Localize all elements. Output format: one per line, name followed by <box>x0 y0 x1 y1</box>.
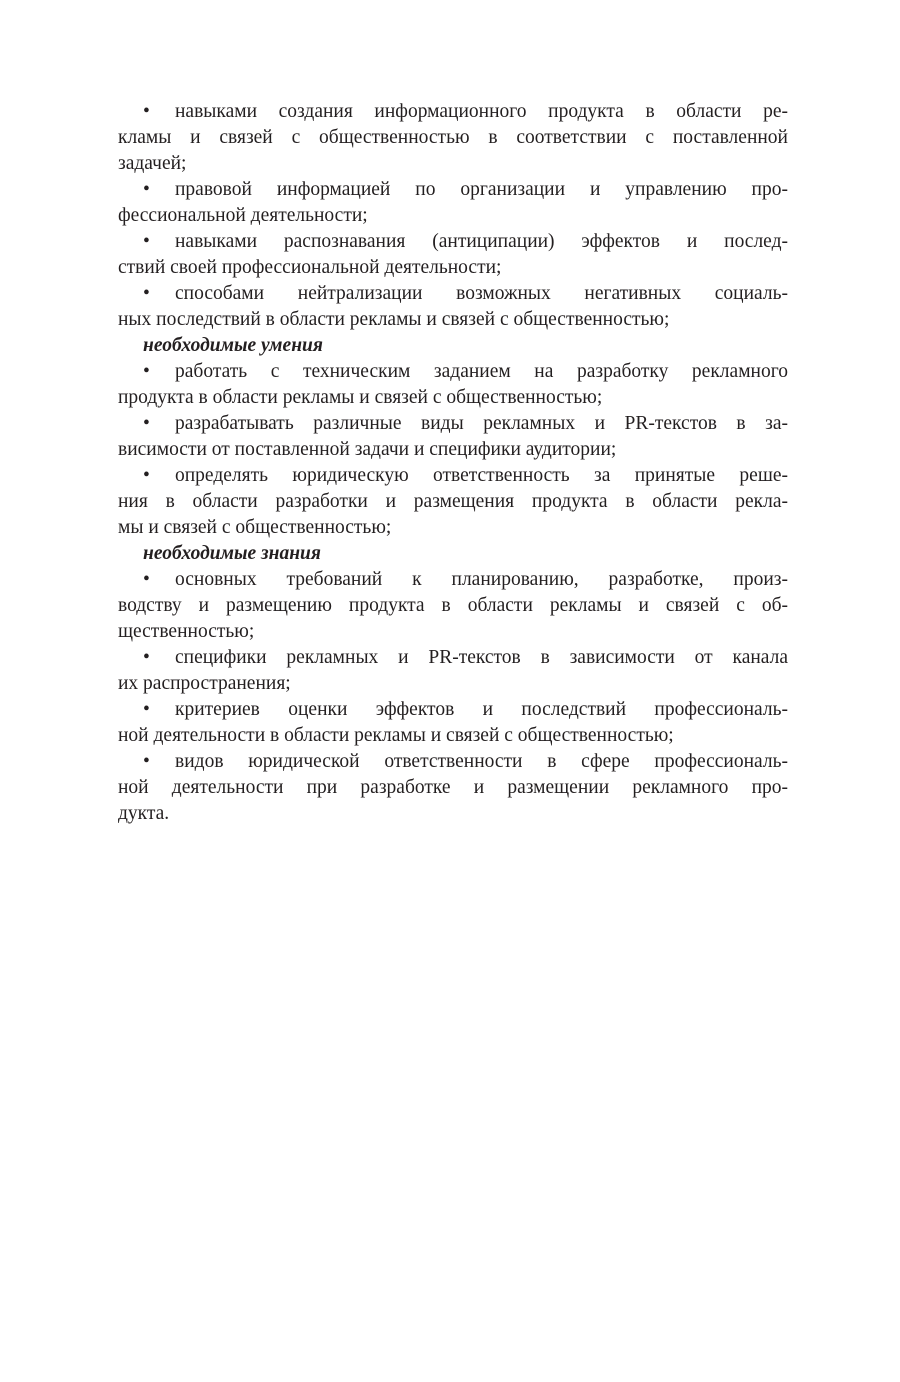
text-line <box>118 229 788 255</box>
text-line <box>118 593 788 619</box>
text-line <box>118 723 788 749</box>
list-item <box>118 463 788 541</box>
text-line <box>118 749 788 775</box>
text-line <box>118 463 788 489</box>
list-item <box>118 645 788 697</box>
bullet-icon: • <box>143 647 150 668</box>
bullet-icon: • <box>143 101 150 122</box>
text-line <box>118 99 788 125</box>
line-text: висимости от поставленной задачи и специфики аудитории; <box>118 439 617 460</box>
line-text: работать с техническим заданием на разработку рекламного <box>175 361 788 382</box>
text-line <box>118 385 788 411</box>
line-text: определять юридическую ответственность за принятые реше- <box>175 465 788 486</box>
text-line <box>118 489 788 515</box>
text-line <box>118 801 788 827</box>
line-text: их распространения; <box>118 673 291 694</box>
line-text: ной деятельности при разработке и размещении рекламного про- <box>118 777 788 798</box>
line-text: критериев оценки эффектов и последствий профессиональ- <box>175 699 788 720</box>
line-text: правовой информацией по организации и управлению про- <box>175 179 788 200</box>
line-text: основных требований к планированию, разработке, произ- <box>175 569 788 590</box>
text-line <box>118 411 788 437</box>
text-line <box>118 515 788 541</box>
line-text: мы и связей с общественностью; <box>118 517 392 538</box>
document-page <box>118 99 788 827</box>
text-line <box>118 437 788 463</box>
line-text: ных последствий в области рекламы и связей с общественностью; <box>118 309 670 330</box>
text-line <box>118 307 788 333</box>
list-item <box>118 281 788 333</box>
line-text: навыками распознавания (антиципации) эффектов и послед- <box>175 231 788 252</box>
bullet-icon: • <box>143 569 150 590</box>
line-text: кламы и связей с общественностью в соответствии с поставленной <box>118 127 788 148</box>
bullet-icon: • <box>143 361 150 382</box>
list-item <box>118 411 788 463</box>
text-line <box>118 567 788 593</box>
list-item <box>118 99 788 177</box>
text-line <box>118 203 788 229</box>
list-item <box>118 359 788 411</box>
line-text: разрабатывать различные виды рекламных и PR-текстов в за- <box>175 413 788 434</box>
line-text: задачей; <box>118 153 187 174</box>
bullet-icon: • <box>143 751 150 772</box>
text-line <box>118 697 788 723</box>
line-text: фессиональной деятельности; <box>118 205 368 226</box>
line-text: ния в области разработки и размещения продукта в области рекла- <box>118 491 788 512</box>
section-heading: необходимые знания <box>143 543 321 564</box>
text-line <box>118 151 788 177</box>
bullet-icon: • <box>143 413 150 434</box>
text-line <box>118 281 788 307</box>
text-line <box>118 359 788 385</box>
line-text: способами нейтрализации возможных негативных социаль- <box>175 283 788 304</box>
bullet-icon: • <box>143 179 150 200</box>
text-line <box>118 619 788 645</box>
line-text: специфики рекламных и PR-текстов в зависимости от канала <box>175 647 788 668</box>
list-item <box>118 697 788 749</box>
text-line <box>118 645 788 671</box>
text-line <box>118 255 788 281</box>
list-item <box>118 229 788 281</box>
text-line <box>118 775 788 801</box>
line-text: водству и размещению продукта в области рекламы и связей с об- <box>118 595 788 616</box>
line-text: продукта в области рекламы и связей с общественностью; <box>118 387 603 408</box>
bullet-icon: • <box>143 465 150 486</box>
bullet-icon: • <box>143 231 150 252</box>
list-item <box>118 567 788 645</box>
bullet-icon: • <box>143 699 150 720</box>
list-item <box>118 177 788 229</box>
text-line <box>118 177 788 203</box>
line-text: ствий своей профессиональной деятельности; <box>118 257 502 278</box>
line-text: видов юридической ответственности в сфере профессиональ- <box>175 751 788 772</box>
line-text: щественностью; <box>118 621 255 642</box>
line-text: навыками создания информационного продукта в области ре- <box>175 101 788 122</box>
bullet-icon: • <box>143 283 150 304</box>
text-line <box>118 125 788 151</box>
line-text: дукта. <box>118 803 170 824</box>
text-line <box>118 671 788 697</box>
line-text: ной деятельности в области рекламы и связей с общественностью; <box>118 725 674 746</box>
list-item <box>118 749 788 827</box>
section-heading: необходимые умения <box>143 335 323 356</box>
